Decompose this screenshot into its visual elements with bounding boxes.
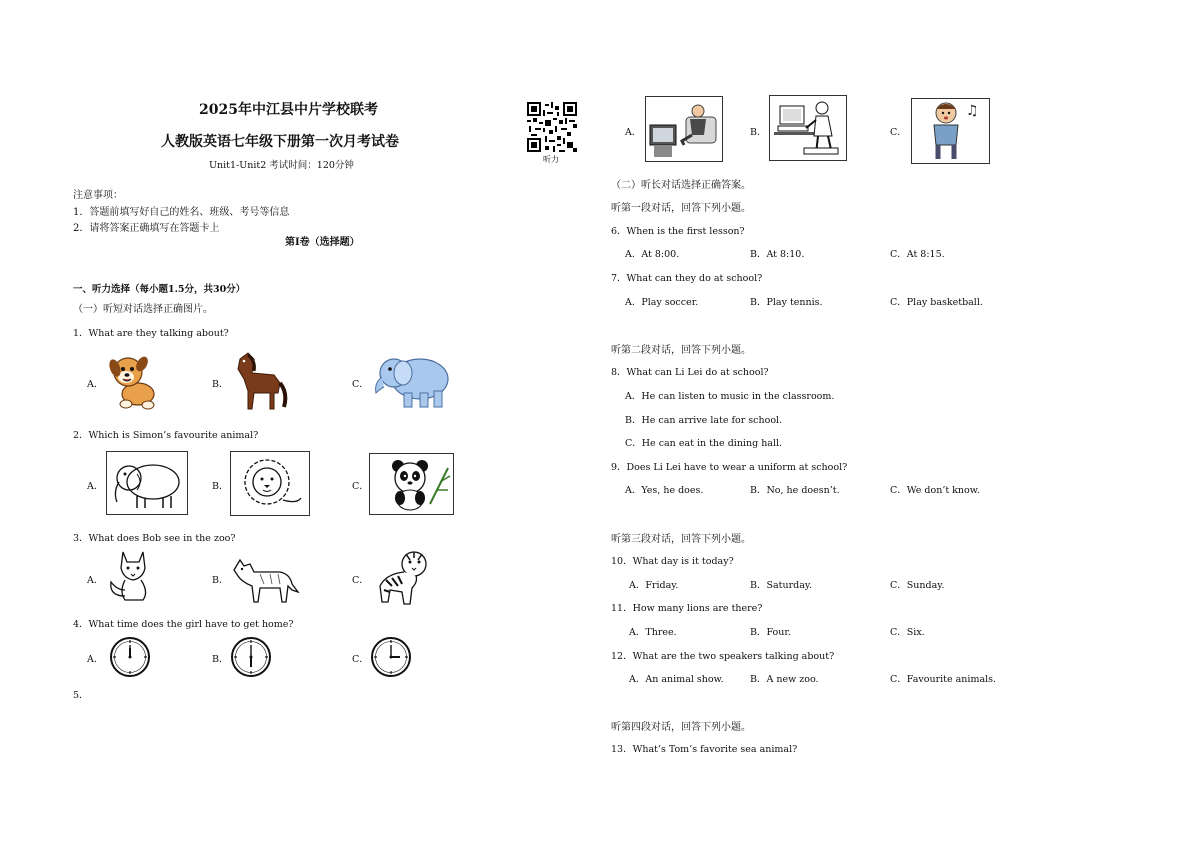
question-11-option-a[interactable]: A．Three. — [629, 627, 677, 638]
notes-item-1: 1．答题前填写好自己的姓名、班级、考号等信息 — [73, 207, 290, 218]
fox-icon[interactable] — [105, 546, 159, 604]
question-12-option-b[interactable]: B．A new zoo. — [750, 674, 819, 685]
boy-singing-icon[interactable] — [911, 98, 990, 164]
question-7-option-c[interactable]: C．Play basketball. — [890, 297, 983, 308]
exam-title-line1: 2025年中江县中片学校联考 — [199, 102, 378, 118]
question-10-stem: 10．What day is it today? — [611, 556, 734, 567]
question-4-option-b-label[interactable]: B． — [212, 654, 229, 665]
question-8-option-a[interactable]: A．He can listen to music in the classroom. — [625, 391, 835, 402]
conversation-1-heading: 听第一段对话，回答下列小题。 — [611, 203, 751, 214]
question-2-option-b-label[interactable]: B． — [212, 481, 229, 492]
question-3-stem: 3．What does Bob see in the zoo? — [73, 533, 236, 544]
part-one-title: 第Ⅰ卷（选择题） — [285, 237, 360, 248]
svg-text:♫: ♫ — [966, 103, 979, 119]
question-4-stem: 4．What time does the girl have to get home? — [73, 619, 294, 630]
person-at-computer-icon[interactable] — [769, 95, 847, 161]
question-6-option-b[interactable]: B．At 8:10. — [750, 249, 805, 260]
question-6-option-a[interactable]: A．At 8:00. — [625, 249, 680, 260]
question-10-option-c[interactable]: C．Sunday. — [890, 580, 945, 591]
question-10-option-b[interactable]: B．Saturday. — [750, 580, 813, 591]
question-7-option-b[interactable]: B．Play tennis. — [750, 297, 823, 308]
horse-icon[interactable] — [230, 349, 288, 413]
tiger-icon[interactable] — [372, 548, 434, 606]
qr-code-label: 听力 — [543, 155, 559, 164]
question-12-option-c[interactable]: C．Favourite animals. — [890, 674, 997, 685]
clock-icon[interactable] — [230, 636, 272, 678]
question-5-option-a-label[interactable]: A． — [625, 127, 642, 138]
question-12-stem: 12．What are the two speakers talking about? — [611, 651, 835, 662]
question-3-option-c-label[interactable]: C． — [352, 575, 369, 586]
section-listening-sub2: （二）听长对话选择正确答案。 — [611, 180, 751, 191]
question-11-option-c[interactable]: C．Six. — [890, 627, 925, 638]
question-1-option-c-label[interactable]: C． — [352, 379, 369, 390]
exam-subtitle: Unit1-Unit2 考试时间：120分钟 — [209, 160, 354, 171]
question-7-option-a[interactable]: A．Play soccer. — [625, 297, 699, 308]
notes-heading: 注意事项： — [73, 190, 123, 201]
clock-icon[interactable] — [370, 636, 412, 678]
question-4-option-c-label[interactable]: C． — [352, 654, 369, 665]
clock-icon[interactable] — [109, 636, 151, 678]
elephant-icon[interactable] — [370, 349, 452, 411]
conversation-2-heading: 听第二段对话，回答下列小题。 — [611, 345, 751, 356]
question-8-option-b[interactable]: B．He can arrive late for school. — [625, 415, 783, 426]
conversation-4-heading: 听第四段对话，回答下列小题。 — [611, 722, 751, 733]
question-2-option-c-label[interactable]: C． — [352, 481, 369, 492]
question-11-option-b[interactable]: B．Four. — [750, 627, 791, 638]
section-listening-sub1: （一）听短对话选择正确图片。 — [73, 304, 213, 315]
question-1-option-a-label[interactable]: A． — [87, 379, 104, 390]
question-9-stem: 9．Does Li Lei have to wear a uniform at school? — [611, 462, 848, 473]
elephant-outline-icon[interactable] — [106, 451, 188, 515]
question-10-option-a[interactable]: A．Friday. — [629, 580, 679, 591]
question-3-option-b-label[interactable]: B． — [212, 575, 229, 586]
person-watching-tv-icon[interactable] — [645, 96, 723, 162]
question-12-option-a[interactable]: A．An animal show. — [629, 674, 724, 685]
section-listening-title: 一、听力选择（每小题1.5分，共30分） — [73, 284, 246, 295]
question-5-option-c-label[interactable]: C． — [890, 127, 907, 138]
puppy-icon[interactable] — [104, 350, 162, 412]
question-8-stem: 8．What can Li Lei do at school? — [611, 367, 769, 378]
question-9-option-a[interactable]: A．Yes, he does. — [625, 485, 704, 496]
question-6-stem: 6．When is the first lesson? — [611, 226, 745, 237]
question-11-stem: 11．How many lions are there? — [611, 603, 763, 614]
question-6-option-c[interactable]: C．At 8:15. — [890, 249, 945, 260]
question-9-option-c[interactable]: C．We don’t know. — [890, 485, 980, 496]
question-2-stem: 2．Which is Simon’s favourite animal? — [73, 430, 259, 441]
question-8-option-c[interactable]: C．He can eat in the dining hall. — [625, 438, 783, 449]
notes-item-2: 2．请将答案正确填写在答题卡上 — [73, 223, 220, 234]
panda-icon[interactable] — [369, 453, 454, 515]
question-3-option-a-label[interactable]: A． — [87, 575, 104, 586]
question-4-option-a-label[interactable]: A． — [87, 654, 104, 665]
question-5-option-b-label[interactable]: B． — [750, 127, 767, 138]
question-1-option-b-label[interactable]: B． — [212, 379, 229, 390]
question-13-stem: 13．What’s Tom’s favorite sea animal? — [611, 744, 798, 755]
question-7-stem: 7．What can they do at school? — [611, 273, 763, 284]
conversation-3-heading: 听第三段对话，回答下列小题。 — [611, 534, 751, 545]
question-1-stem: 1．What are they talking about? — [73, 328, 229, 339]
question-9-option-b[interactable]: B．No, he doesn’t. — [750, 485, 840, 496]
lion-icon[interactable] — [230, 451, 310, 516]
exam-title-line2: 人教版英语七年级下册第一次月考试卷 — [161, 134, 399, 150]
question-2-option-a-label[interactable]: A． — [87, 481, 104, 492]
question-5-stem: 5． — [73, 690, 89, 701]
wolf-icon[interactable] — [230, 556, 300, 606]
qr-code-icon[interactable] — [527, 102, 577, 152]
